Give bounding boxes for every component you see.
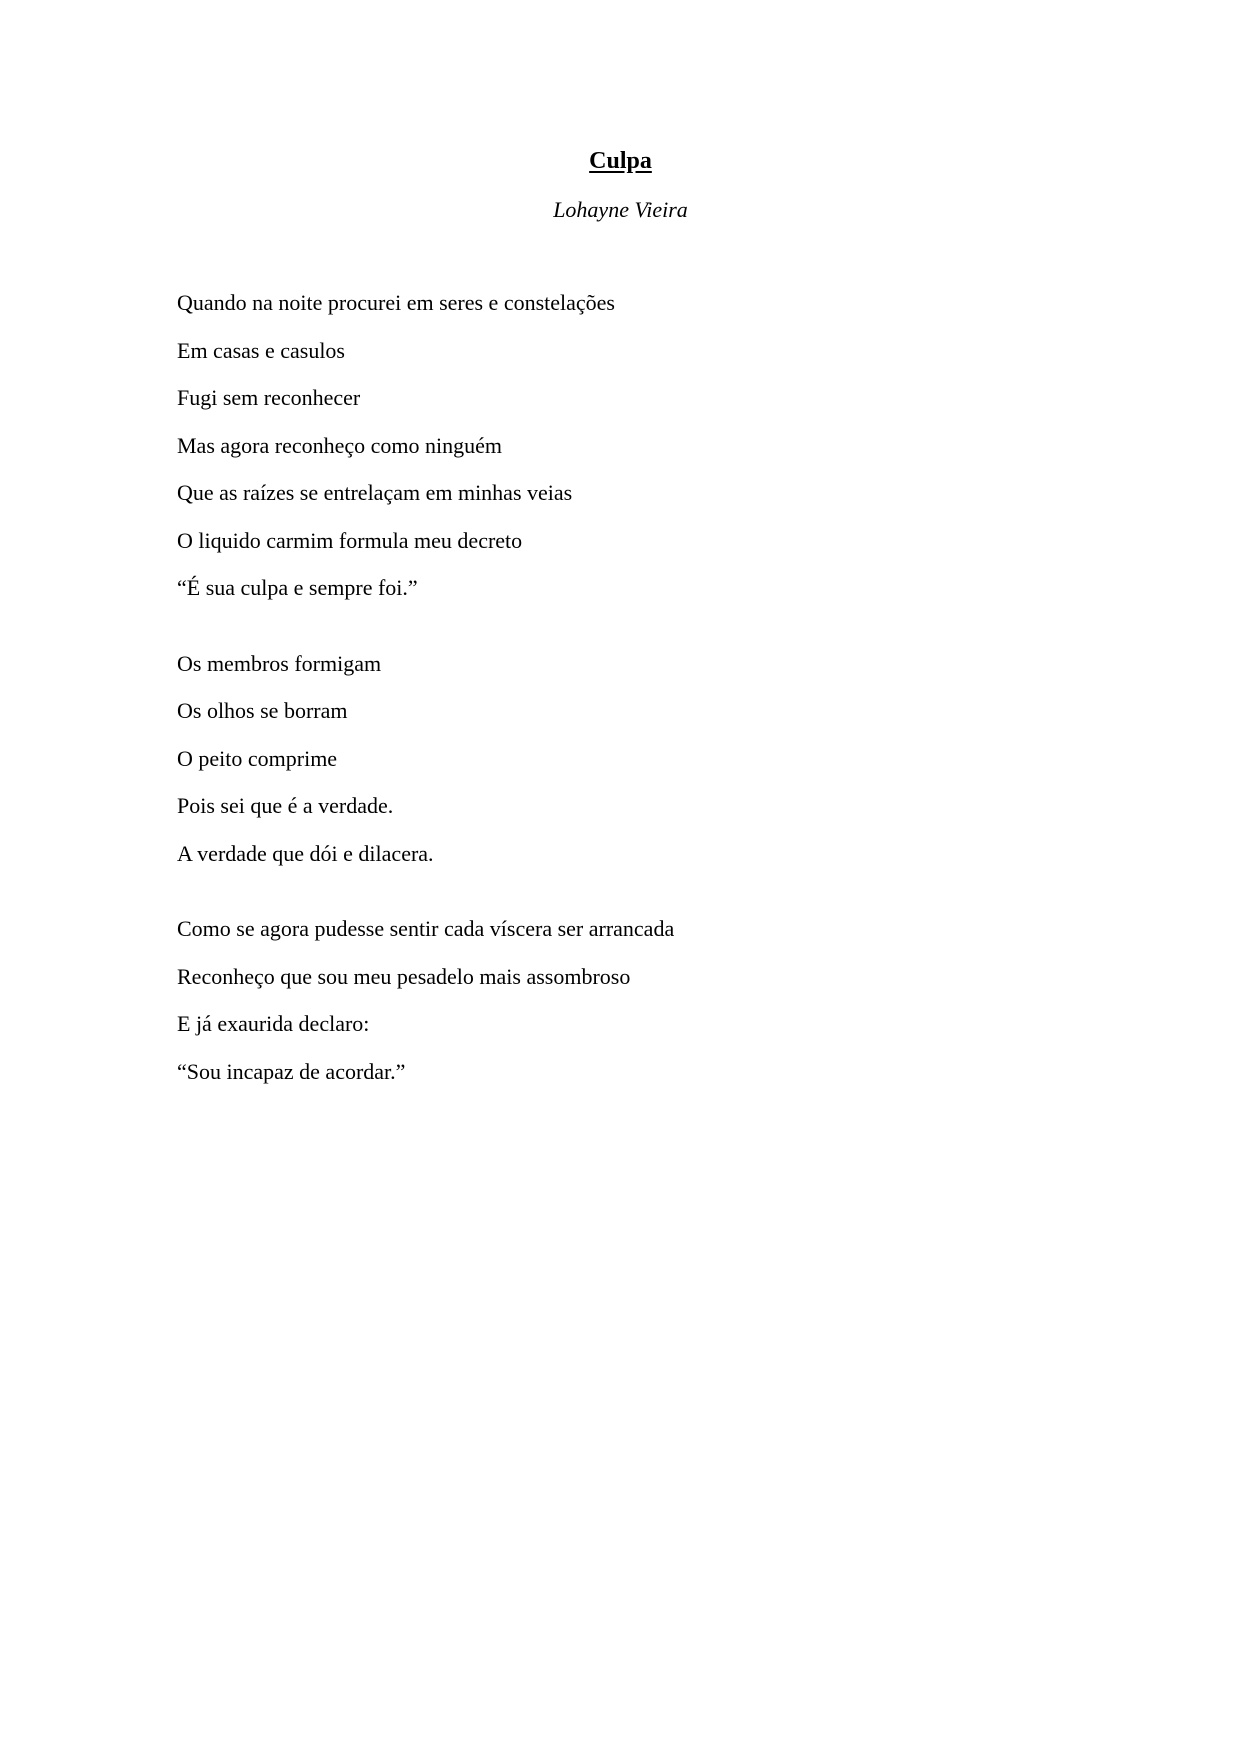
poem-line: Que as raízes se entrelaçam em minhas veias	[177, 480, 573, 505]
poem-line: O peito comprime	[177, 745, 338, 771]
poem-line: Fugi sem reconhecer	[177, 385, 361, 410]
poem-title: Culpa	[589, 148, 652, 174]
poem-line: Os olhos se borram	[177, 698, 348, 723]
poem-line: Mas agora reconheço como ninguém	[177, 432, 502, 458]
poem-line: Como se agora pudesse sentir cada víscera ser arrancada	[177, 916, 675, 941]
poem-line: “Sou incapaz de acordar.”	[177, 1058, 406, 1084]
poem-line: Os membros formigam	[177, 650, 382, 676]
poem-line: Pois sei que é a verdade.	[177, 793, 394, 818]
stanza-1	[177, 289, 1077, 602]
poem-author: Lohayne Vieira	[553, 197, 688, 222]
poem-line: Quando na noite procurei em seres e constelações	[177, 290, 615, 315]
poem-line: O liquido carmim formula meu decreto	[177, 527, 523, 553]
poem-line: “É sua culpa e sempre foi.”	[177, 575, 418, 600]
poem-line: E já exaurida declaro:	[177, 1011, 370, 1036]
poem-line: Em casas e casulos	[177, 337, 345, 363]
poem-line: A verdade que dói e dilacera.	[177, 840, 434, 866]
poem-body	[177, 289, 1077, 1133]
stanza-3	[177, 915, 1077, 1086]
stanza-2	[177, 650, 1077, 868]
poem-line: Reconheço que sou meu pesadelo mais assombroso	[177, 963, 631, 989]
